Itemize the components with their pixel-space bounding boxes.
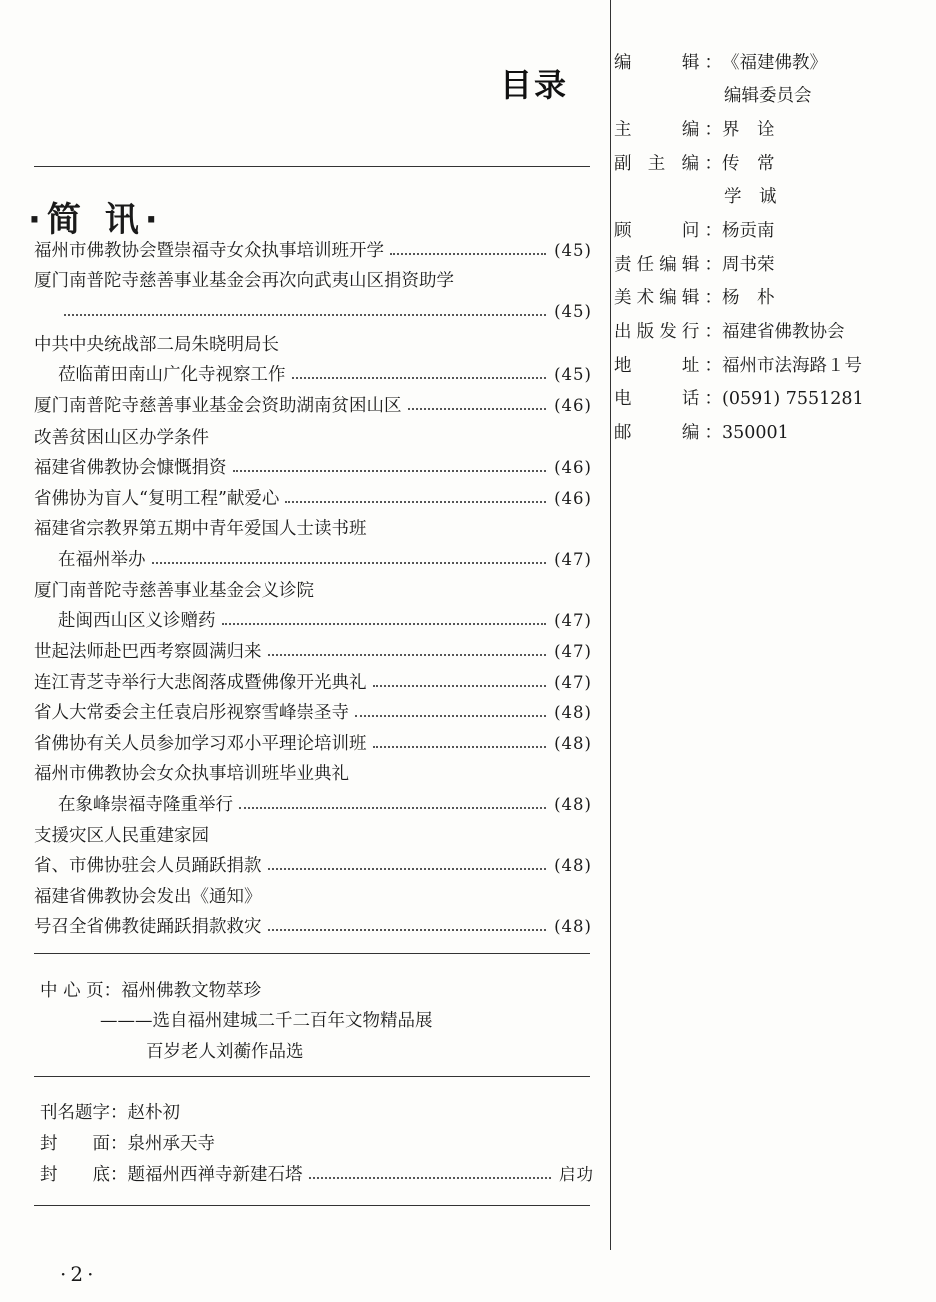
entry-page: (48): [554, 703, 592, 722]
back-cover-value: 题福州西禅寺新建石塔: [127, 1165, 303, 1185]
entry-title: 福州市佛教协会女众执事培训班毕业典礼: [34, 764, 349, 784]
toc-entry: [34, 882, 592, 912]
leader-dots: [390, 253, 546, 255]
divider: [34, 166, 590, 167]
entry-title: 福州市佛教协会暨崇福寺女众执事培训班开学: [34, 241, 384, 261]
entry-title: 支援灾区人民重建家园: [34, 826, 209, 846]
editor-row: [614, 48, 827, 78]
publisher-label: 出版发行：: [614, 322, 722, 342]
entry-title: 莅临莆田南山广化寺视察工作: [58, 365, 286, 385]
address-label: 地 址：: [614, 356, 722, 376]
entry-page: (47): [554, 673, 592, 692]
leader-dots: [268, 868, 547, 870]
toc-entry: [34, 266, 592, 296]
leader-dots: [373, 685, 547, 687]
leader-dots: [268, 929, 547, 931]
art-editor-value: 杨 朴: [722, 288, 775, 308]
front-cover-label: 封 面：: [40, 1134, 128, 1154]
advisor-row: [614, 216, 775, 246]
entry-page: (47): [554, 611, 592, 630]
publisher-value: 福建省佛教协会: [722, 322, 845, 342]
zip-value: 350001: [722, 423, 789, 443]
divider: [34, 1076, 590, 1077]
leader-dots: [239, 807, 546, 809]
front-cover-value: 泉州承天寺: [127, 1134, 215, 1154]
entry-title: 在象峰崇福寺隆重举行: [58, 795, 233, 815]
responsible-editor-label: 责任编辑：: [614, 255, 722, 275]
phone-label: 电 话：: [614, 389, 722, 409]
leader-dots: [64, 314, 546, 316]
entry-page: (48): [554, 917, 592, 936]
toc-entry: [58, 360, 592, 390]
leader-dots: [222, 623, 547, 625]
entry-title: 厦门南普陀寺慈善事业基金会资助湖南贫困山区: [34, 396, 402, 416]
toc-entry: [34, 423, 592, 453]
entry-title: 号召全省佛教徒踊跃捐款救灾: [34, 917, 262, 937]
responsible-editor-row: [614, 250, 775, 280]
leader-dots: [373, 746, 547, 748]
masthead-label: 刊名题字：: [40, 1103, 128, 1123]
center-page-line: [40, 976, 261, 1006]
deputy-editor-value-cont: 学 诚: [724, 187, 777, 207]
leader-dots: [355, 715, 546, 717]
entry-page: (46): [554, 489, 592, 508]
address-row: [614, 351, 862, 381]
phone-row: [614, 384, 864, 414]
entry-page: (47): [554, 550, 592, 569]
advisor-label: 顾 问：: [614, 221, 722, 241]
back-cover-label: 封 底：: [40, 1165, 128, 1185]
leader-dots: [408, 408, 547, 410]
deputy-editor-row: [614, 149, 775, 179]
leader-dots: [152, 562, 547, 564]
leader-dots: [309, 1177, 552, 1179]
toc-entry: [34, 236, 592, 266]
masthead-credit: [40, 1098, 180, 1128]
phone-value: (0591) 7551281: [722, 389, 864, 409]
toc-entry: [34, 729, 592, 759]
advisor-value: 杨贡南: [722, 221, 775, 241]
toc-entry: [58, 606, 592, 636]
column-divider: [610, 0, 611, 1250]
toc-entry: [34, 484, 592, 514]
entry-title: 世起法师赴巴西考察圆满归来: [34, 642, 262, 662]
toc-entry: [34, 821, 592, 851]
entry-page: (45): [554, 241, 592, 260]
responsible-editor-value: 周书荣: [722, 255, 775, 275]
entry-page: (48): [554, 734, 592, 753]
center-page-subtitle: 百岁老人刘蘅作品选: [146, 1042, 304, 1062]
toc-entry: [34, 330, 592, 360]
toc-entry: [58, 545, 592, 575]
section-title: ·简 讯·: [28, 200, 164, 240]
toc-entry: [34, 851, 592, 881]
toc-entry: [34, 453, 592, 483]
entry-title: 在福州举办: [58, 550, 146, 570]
toc-entry: [34, 698, 592, 728]
toc-entry: [58, 297, 592, 327]
back-cover-author: 启功: [559, 1165, 594, 1184]
center-page-title: 福州佛教文物萃珍: [121, 981, 262, 1001]
chief-editor-row: [614, 115, 775, 145]
entry-title: 省人大常委会主任袁启彤视察雪峰崇圣寺: [34, 703, 349, 723]
toc-entry: [34, 759, 592, 789]
entry-title: 省、市佛协驻会人员踊跃捐款: [34, 856, 262, 876]
center-page-label: 中 心 页：: [40, 981, 122, 1001]
entry-title: 连江青芝寺举行大悲阁落成暨佛像开光典礼: [34, 673, 367, 693]
divider: [34, 953, 590, 954]
toc-entry: [58, 790, 592, 820]
toc-entry: [34, 391, 592, 421]
entry-page: (46): [554, 396, 592, 415]
chief-editor-value: 界 诠: [722, 120, 775, 140]
entry-title: 赴闽西山区义诊赠药: [58, 611, 216, 631]
page-number: ·2·: [60, 1262, 98, 1286]
entry-title: 厦门南普陀寺慈善事业基金会再次向武夷山区捐资助学: [34, 271, 454, 291]
toc-entry: [34, 576, 592, 606]
entry-title: 省佛协有关人员参加学习邓小平理论培训班: [34, 734, 367, 754]
editor-value-cont: 编辑委员会: [724, 86, 812, 106]
publisher-row: [614, 317, 845, 347]
art-editor-row: [614, 283, 775, 313]
toc-entry: [34, 637, 592, 667]
entry-title: 厦门南普陀寺慈善事业基金会义诊院: [34, 581, 314, 601]
zip-row: [614, 418, 789, 448]
entry-title: 省佛协为盲人“复明工程”献爱心: [34, 489, 280, 509]
address-value: 福州市法海路１号: [722, 356, 862, 376]
deputy-editor-label: 副 主 编：: [614, 154, 722, 174]
leader-dots: [285, 501, 546, 503]
entry-page: (48): [554, 856, 592, 875]
deputy-editor-value: 传 常: [722, 154, 775, 174]
back-cover-credit: [40, 1160, 594, 1190]
entry-page: (47): [554, 642, 592, 661]
masthead-value: 赵朴初: [127, 1103, 180, 1123]
chief-editor-label: 主 编：: [614, 120, 722, 140]
editor-value: 《福建佛教》: [722, 53, 827, 73]
editor-label: 编 辑：: [614, 53, 722, 73]
zip-label: 邮 编：: [614, 423, 722, 443]
entry-title: 改善贫困山区办学条件: [34, 428, 209, 448]
entry-title: 福建省佛教协会慷慨捐资: [34, 458, 227, 478]
divider: [34, 1205, 590, 1206]
entry-page: (48): [554, 795, 592, 814]
entry-page: (45): [554, 365, 592, 384]
center-page-subtitle: ———选自福州建城二千二百年文物精品展: [100, 1011, 433, 1031]
toc-entry: [34, 668, 592, 698]
entry-page: (45): [554, 302, 592, 321]
leader-dots: [292, 377, 547, 379]
toc-entry: [34, 514, 592, 544]
entry-title: 福建省佛教协会发出《通知》: [34, 887, 262, 907]
entry-page: (46): [554, 458, 592, 477]
art-editor-label: 美术编辑：: [614, 288, 722, 308]
toc-entry: [34, 912, 592, 942]
front-cover-credit: [40, 1129, 215, 1159]
entry-title: 福建省宗教界第五期中青年爱国人士读书班: [34, 519, 367, 539]
entry-title: 中共中央统战部二局朱晓明局长: [34, 335, 279, 355]
toc-title: 目录: [500, 66, 569, 104]
leader-dots: [233, 470, 547, 472]
leader-dots: [268, 654, 547, 656]
